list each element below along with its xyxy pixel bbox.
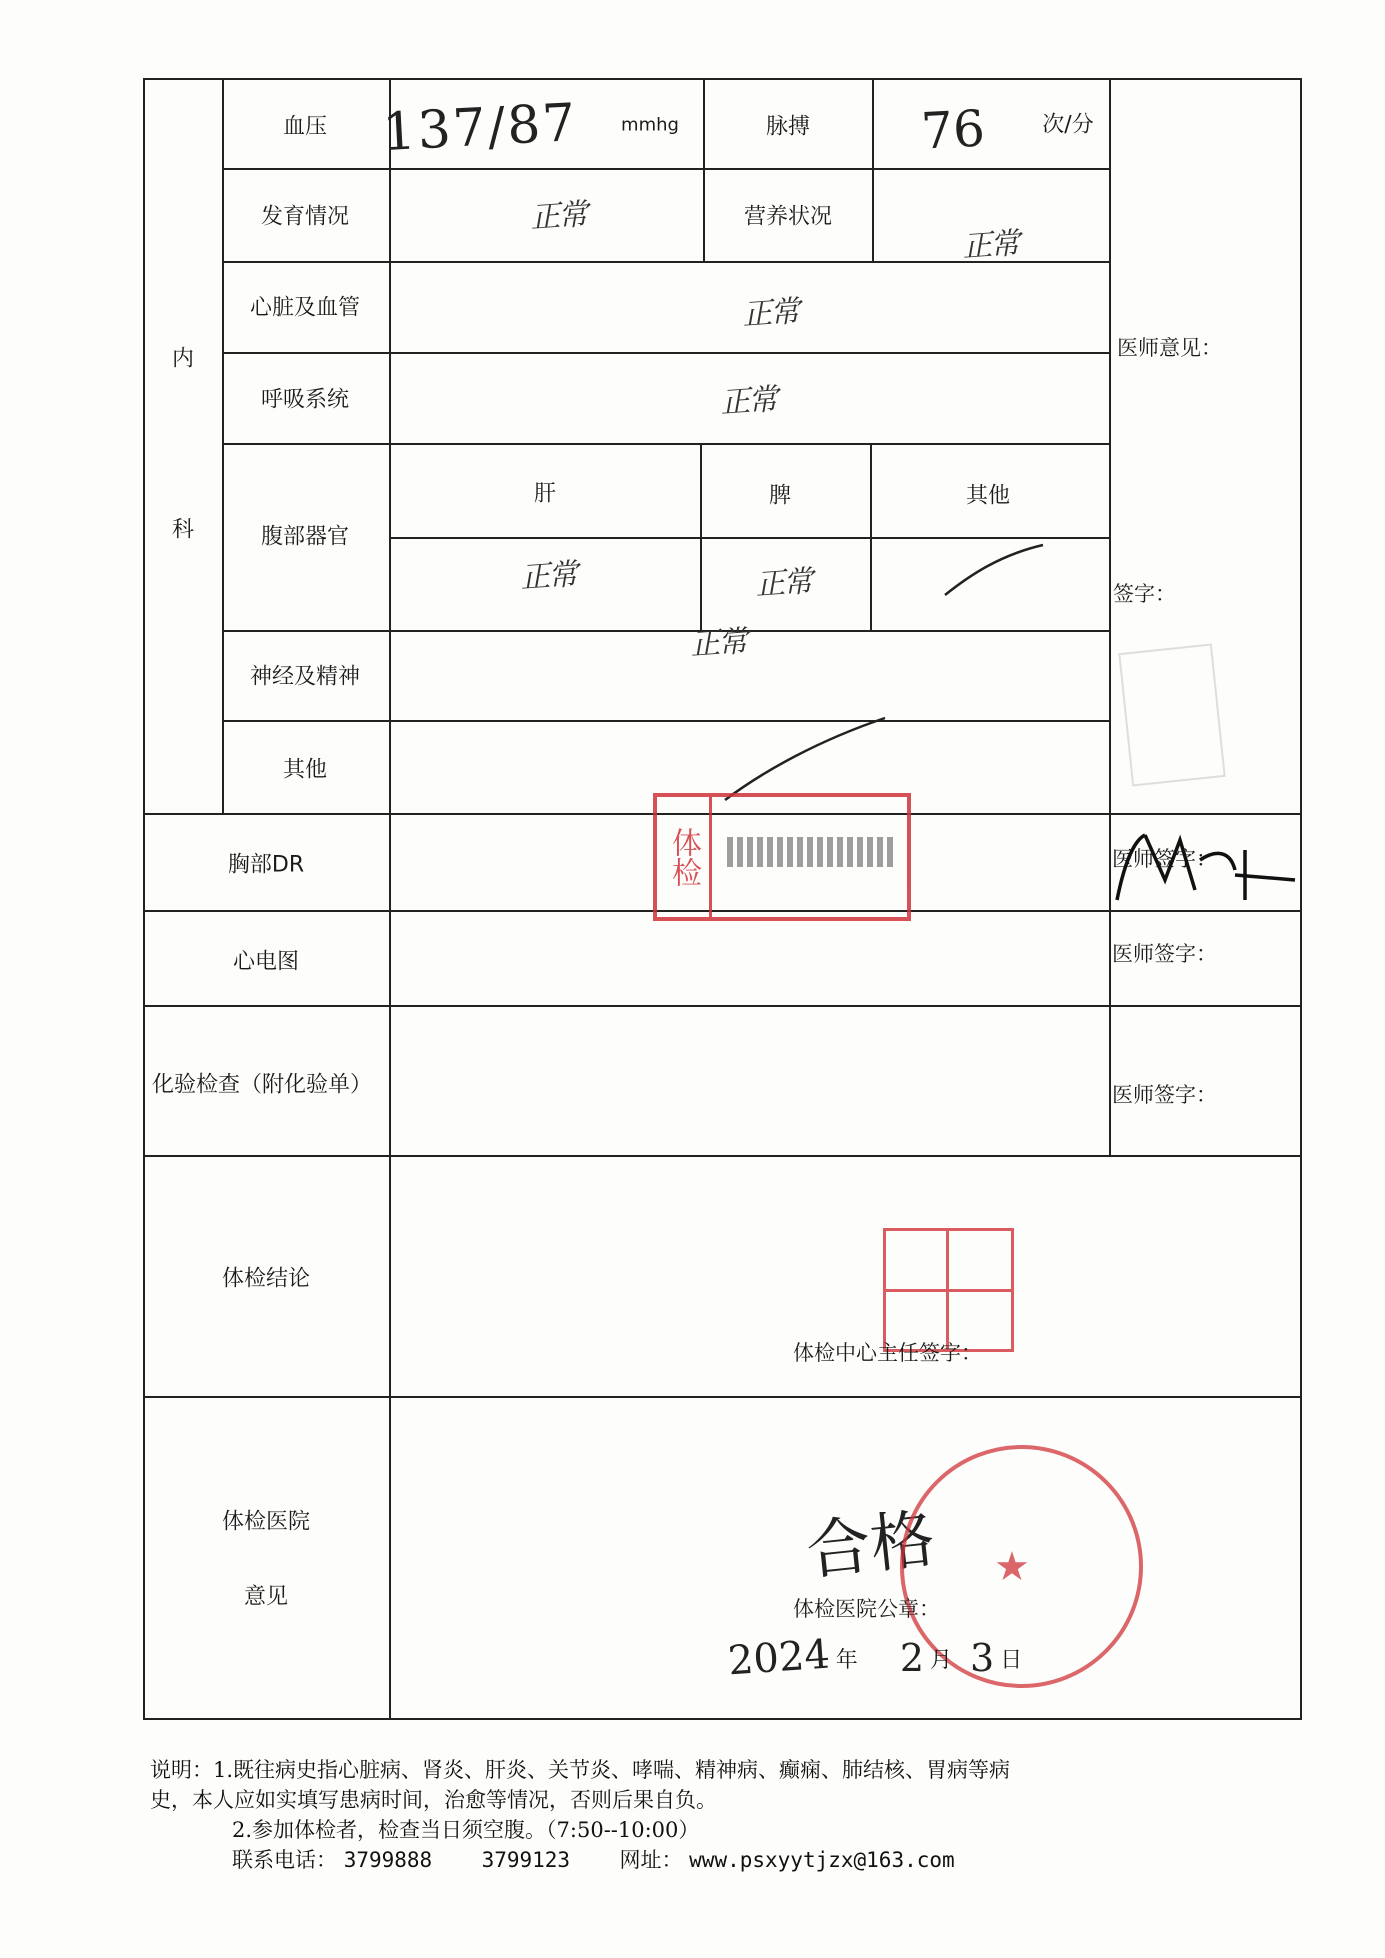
table-border-top: [143, 78, 1302, 80]
stamp-signature-icon: [727, 837, 897, 867]
doctor-signature-icon: [1105, 820, 1300, 910]
grid-line: [703, 78, 705, 170]
neuro-label: 神经及精神: [249, 664, 361, 690]
chest-dr-label: 胸部DR: [227, 852, 305, 878]
grid-line: [222, 443, 1111, 445]
date-month: 2: [899, 1636, 924, 1680]
grid-line: [870, 443, 872, 632]
liver-value: 正常: [519, 557, 578, 596]
bp-label: 血压: [282, 114, 328, 140]
internal-medicine-label-2: 科: [171, 517, 195, 543]
contact-phone-2: 3799123: [481, 1848, 571, 1872]
date-day: 3: [970, 1636, 995, 1680]
hospital-round-seal-icon: ★: [900, 1445, 1143, 1688]
liver-label: 肝: [533, 481, 557, 507]
faded-stamp-icon: [1118, 643, 1225, 786]
grid-line: [143, 1155, 1302, 1157]
table-border-bottom: [143, 1718, 1302, 1720]
hospital-square-stamp-icon: [883, 1228, 1014, 1352]
grid-line: [222, 720, 1111, 722]
contact-phone-label: 联系电话：: [232, 1848, 337, 1872]
grid-line: [872, 78, 874, 170]
spleen-label: 脾: [768, 483, 792, 509]
other-label: 其他: [282, 757, 328, 783]
bp-unit: mmhg: [621, 114, 679, 136]
notes-line-2: 史，本人应如实填写患病时间，治愈等情况，否则后果自负。: [150, 1788, 717, 1812]
notes-line-4: [150, 1845, 1010, 1875]
respiratory-label: 呼吸系统: [260, 387, 350, 413]
nutrition-label: 营养状况: [743, 204, 833, 230]
pulse-unit: 次/分: [1042, 112, 1094, 138]
development-label: 发育情况: [260, 204, 350, 230]
heart-label: 心脏及血管: [249, 295, 361, 321]
date-row: [728, 1633, 1022, 1683]
abdomen-label: 腹部器官: [260, 524, 350, 550]
neuro-value: 正常: [689, 624, 748, 663]
spleen-value: 正常: [754, 564, 813, 603]
grid-line: [222, 78, 224, 815]
website-link[interactable]: www.psxyytjzx@163.com: [689, 1848, 955, 1872]
date-day-unit: 日: [1000, 1647, 1023, 1673]
notes-line-3: 2.参加体检者，检查当日须空腹。（7:50--10:00）: [232, 1818, 700, 1842]
respiratory-value: 正常: [719, 382, 778, 421]
doctor-opinion-label: 医师意见：: [1117, 336, 1222, 360]
sign-label: 签字：: [1113, 582, 1176, 606]
grid-line: [389, 78, 391, 1720]
pulse-value: 76: [919, 99, 987, 161]
notes-block: [150, 1755, 1010, 1875]
conclusion-label: 体检结论: [221, 1266, 311, 1292]
bp-value: 137/87: [381, 92, 579, 164]
grid-line: [703, 168, 705, 263]
ecg-label: 心电图: [232, 949, 300, 975]
seal-label: 体检医院公章：: [793, 1597, 940, 1621]
nutrition-value: 正常: [961, 226, 1020, 265]
date-month-unit: 月: [930, 1647, 953, 1673]
grid-line: [143, 1005, 1302, 1007]
table-border-left: [143, 78, 145, 1720]
abdomen-other-label: 其他: [965, 483, 1011, 509]
grid-line: [143, 1396, 1302, 1398]
hospital-opinion-label-2: 意见: [243, 1584, 289, 1610]
grid-line: [1109, 78, 1111, 1155]
ecg-doctor-sign-label: 医师签字：: [1112, 942, 1217, 966]
hospital-opinion-handwritten: 合格: [803, 1502, 939, 1590]
grid-line: [389, 537, 1111, 539]
chest-dr-doctor-sign-label: 医师签字：: [1112, 847, 1217, 871]
notes-line-1: 说明：1.既往病史指心脏病、肾炎、肝炎、关节炎、哮喘、精神病、癫痫、肺结核、胃病等病: [150, 1758, 1011, 1782]
heart-value: 正常: [741, 294, 800, 333]
director-sign-label: 体检中心主任签字：: [793, 1341, 982, 1365]
date-year-unit: 年: [835, 1647, 858, 1673]
internal-medicine-label-1: 内: [171, 346, 195, 372]
date-year: 2024: [726, 1631, 832, 1685]
table-border-right: [1300, 78, 1302, 1720]
grid-line: [700, 443, 702, 632]
lab-doctor-sign-label: 医师签字：: [1112, 1083, 1217, 1107]
hospital-opinion-label-1: 体检医院: [221, 1509, 311, 1535]
exam-stamp-icon: [653, 793, 911, 921]
grid-line: [872, 168, 874, 263]
contact-phone-1: 3799888: [343, 1848, 433, 1872]
grid-line: [222, 630, 1111, 632]
other-slash: [720, 715, 890, 805]
grid-line: [222, 352, 1111, 354]
grid-line: [222, 168, 1111, 170]
website-label: 网址：: [619, 1848, 683, 1872]
lab-label: 化验检查（附化验单）: [151, 1072, 373, 1098]
abdomen-other-slash: [940, 540, 1050, 600]
development-value: 正常: [529, 197, 588, 236]
exam-stamp-text: 体检: [657, 797, 712, 917]
pulse-label: 脉搏: [765, 114, 811, 140]
